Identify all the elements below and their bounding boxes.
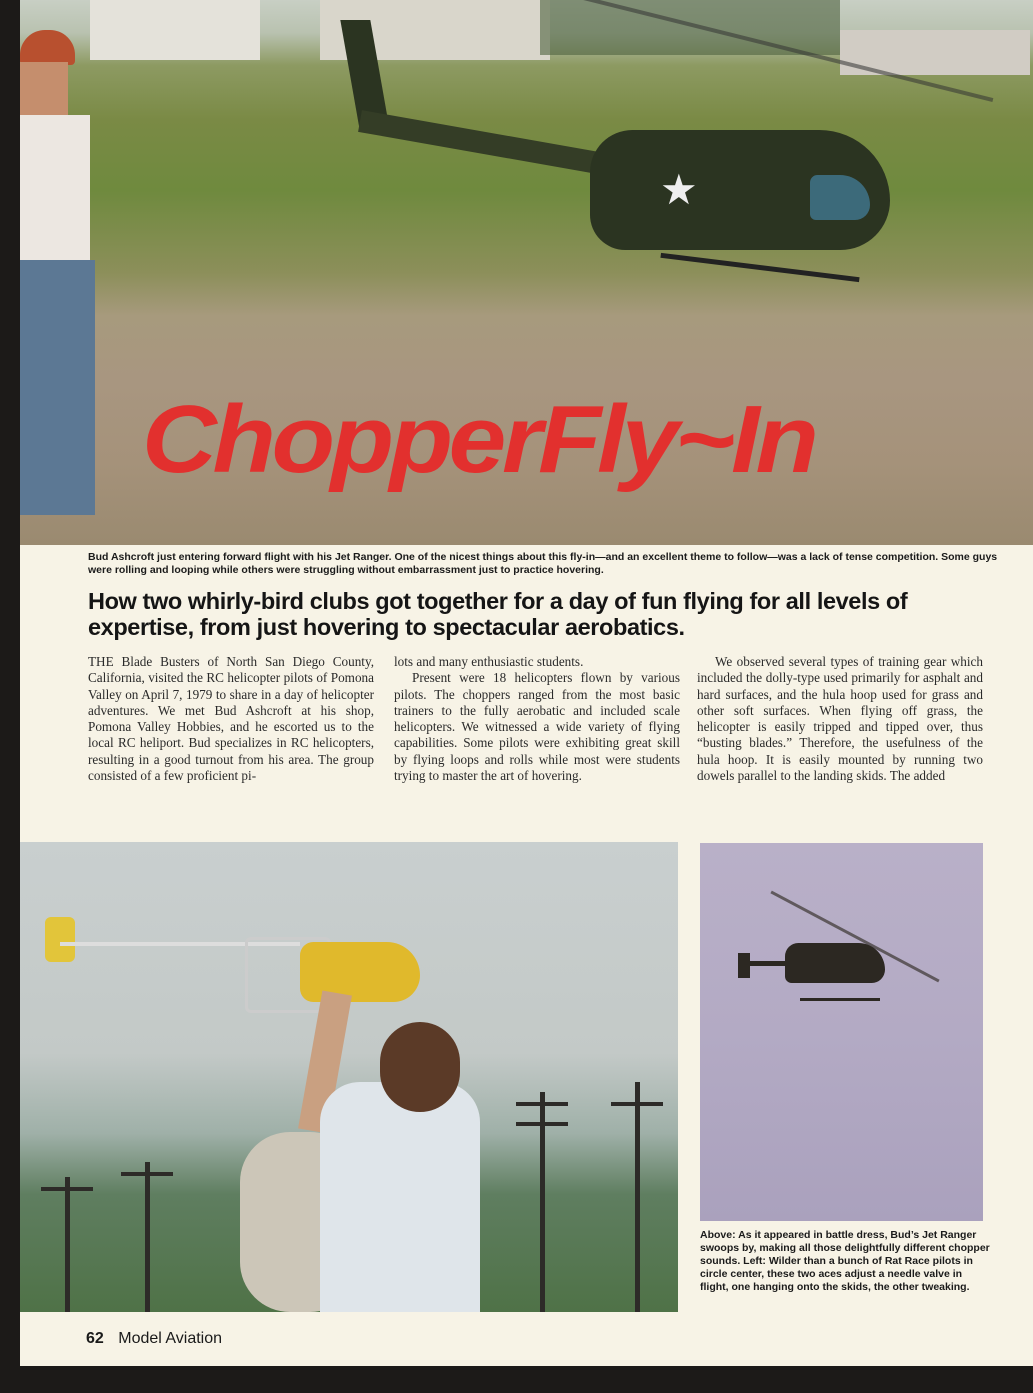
paragraph: lots and many enthusiastic students.: [394, 654, 584, 669]
star-insignia-icon: ★: [660, 168, 698, 214]
paragraph: We observed several types of training gear which included the dolly-type used primarily for asphalt and hard surfaces, and the hula hoop used for grass and other soft surfaces. When flying off grass, the helicopter is easily tripped and tipped over, thus “busting blades.” Therefore, the usefulness of the hula hoop. It is easily mounted by running two dowels parallel to the landing skids. The added: [697, 654, 983, 784]
utility-pole: [145, 1162, 150, 1312]
background-building: [90, 0, 260, 60]
jet-ranger-in-flight: [785, 943, 885, 983]
pilots-figure: [240, 992, 480, 1312]
paragraph: THE Blade Busters of North San Diego County, California, visited the RC helicopter pilots of Pomona Valley on April 7, 1979 to share in a day of helicopter adventures. We met Bud Ashcroft at his shop, Pomona Valley Hobbies, and he escorted us to the local RC heliport. Bud specializes in RC helicopters, resulting in a good turnout from his area. The group consisted of a few proficient pi-: [88, 654, 374, 784]
paragraph: Present were 18 helicopters flown by various pilots. The choppers ranged from the most basic trainers to the fully aerobatic and included scale helicopters. We witnessed a wide variety of flying capabilities. Some pilots were exhibiting great skill by flying loops and rolls while most were students trying to master the art of hovering.: [394, 670, 680, 784]
body-column-3: [697, 654, 983, 784]
utility-pole: [540, 1092, 545, 1312]
page-number: 62: [86, 1330, 104, 1347]
magazine-page: [20, 0, 1033, 1366]
page-footer: [86, 1330, 222, 1348]
utility-pole: [635, 1082, 640, 1312]
hero-photo: [20, 0, 1033, 545]
body-column-2: [394, 654, 680, 784]
right-photo-caption: Above: As it appeared in battle dress, Bud’s Jet Ranger swoops by, making all those delightfully different chopper sounds. Left: Wilder than a bunch of Rat Race pilots in circle center, these two aces adjust a needle valve in flight, one hanging onto the skids, the other tweaking.: [700, 1229, 990, 1293]
pilot-figure: [20, 30, 110, 510]
bottom-right-photo: [700, 843, 983, 1221]
jet-ranger-helicopter: [320, 20, 920, 300]
article-title: ChopperFly~In: [142, 386, 815, 493]
publication-name: Model Aviation: [118, 1330, 223, 1347]
bottom-left-photo: [20, 842, 678, 1312]
article-deck: How two whirly-bird clubs got together for a day of fun flying for all levels of expertise, from just hovering to spectacular aerobatics.: [88, 588, 908, 640]
top-photo-caption: Bud Ashcroft just entering forward flight with his Jet Ranger. One of the nicest things about this fly-in—and an excellent theme to follow—was a lack of tense competition. Some guys were rolling and looping while others were struggling without embarrassment just to practice hovering.: [88, 551, 998, 576]
utility-pole: [65, 1177, 70, 1312]
body-column-1: [88, 654, 374, 784]
